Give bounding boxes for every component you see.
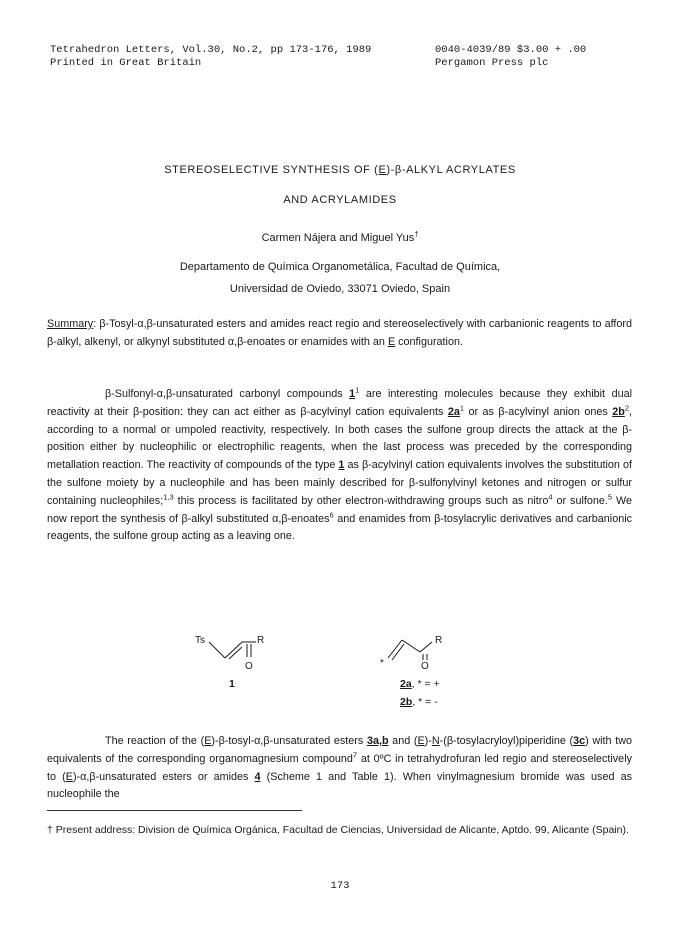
affiliation-dept: Departamento de Química Organometálica, Facultad de Química, [179,261,501,273]
affiliation-university: Universidad de Oviedo, 33071 Oviedo, Spain [229,283,451,295]
page-number: 173 [330,880,350,892]
paper-title: STEREOSELECTIVE SYNTHESIS OF (E)-β-ALKYL ACRYLATES [164,164,516,176]
structure-2-r: R [435,635,443,646]
publisher: Pergamon Press plc [435,57,549,69]
footnote-rule [47,810,302,811]
structure-1 [195,630,285,685]
summary-heading: Summary [47,318,94,330]
printed-location: Printed in Great Britain [50,57,202,69]
structure-2 [380,630,470,685]
intro-paragraph: β-Sulfonyl-α,β-unsaturated carbonyl compounds $1^1$ are interesting molecules because they exhibit dual reactivity at their β-position: they can act either as β-acylvinyl cation equivalents $2a^1$ or as β-acylvinyl anion ones $2b^2$, according to a normal or umpoled reactivity, respectively. In both cases the sulfone group directs the attack at the β-position either by nucleophilic or electrophilic reagents, when the last process was preceded by the corresponding metallation reaction. The reactivity of compounds of the type 1 as β-acylvinyl cation equivalents involves the substitution of the sulfone moiety by a nucleophile and has been mainly described for β-sulfonylvinyl ketones and nitrogen or sulfur containing nucleophiles;$^{1,3}$ this process is facilitated by other electron-withdrawing groups such as nitro$^4$ or sulfone.$^5$ We now report the synthesis of β-alkyl substituted α,β-enoates$^6$ and enamides from β-tosylacrylic derivatives and carbanionic reagents, the sulfone group acting as a leaving one. [47,385,632,543]
authors: Carmen Nájera and Miguel Yus† [261,229,419,244]
structure-2-star: * [380,658,384,669]
structure-2a-label: 2a, * = + [400,678,440,690]
structure-1-r: R [257,635,265,646]
issn-price: 0040-4039/89 $3.00 + .00 [435,44,587,56]
structure-2b-label: 2b, * = - [400,696,438,708]
summary: Summary: β-Tosyl-α,β-unsaturated esters and amides react regio and stereoselectively with carbanionic reagents to afford β-alkyl, alkenyl, or alkynyl substituted α,β-enoates or enamides with an E configuration. [47,318,632,348]
structure-2-o: O [421,661,429,672]
paper-title-line2: AND ACRYLAMIDES [283,194,397,206]
structure-1-label: 1 [229,678,235,690]
author-footnote-mark: † [414,229,419,239]
results-paragraph: The reaction of the (E)-β-tosyl-α,β-unsaturated esters 3a,b and (E)-N-(β-tosylacryloyl)piperidine (3c) with two equivalents of the corresponding organomagnesium compound$^7$ at 0ºC in tetrahydrofuran led regio and stereoselectively to (E)-α,β-unsaturated esters or amides 4 (Scheme 1 and Table 1). When vinylmagnesium bromide was used as nucleophile the [47,735,632,801]
journal-citation: Tetrahedron Letters, Vol.30, No.2, pp 173-176, 1989 [50,44,372,56]
footnote: † Present address: Division de Química Orgánica, Facultad de Ciencias, Universidad de Alicante, Aptdo. 99, Alicante (Spain). [47,824,629,836]
running-header [50,44,650,70]
structure-1-ts: Ts [195,635,205,646]
structure-1-o: O [245,661,253,672]
